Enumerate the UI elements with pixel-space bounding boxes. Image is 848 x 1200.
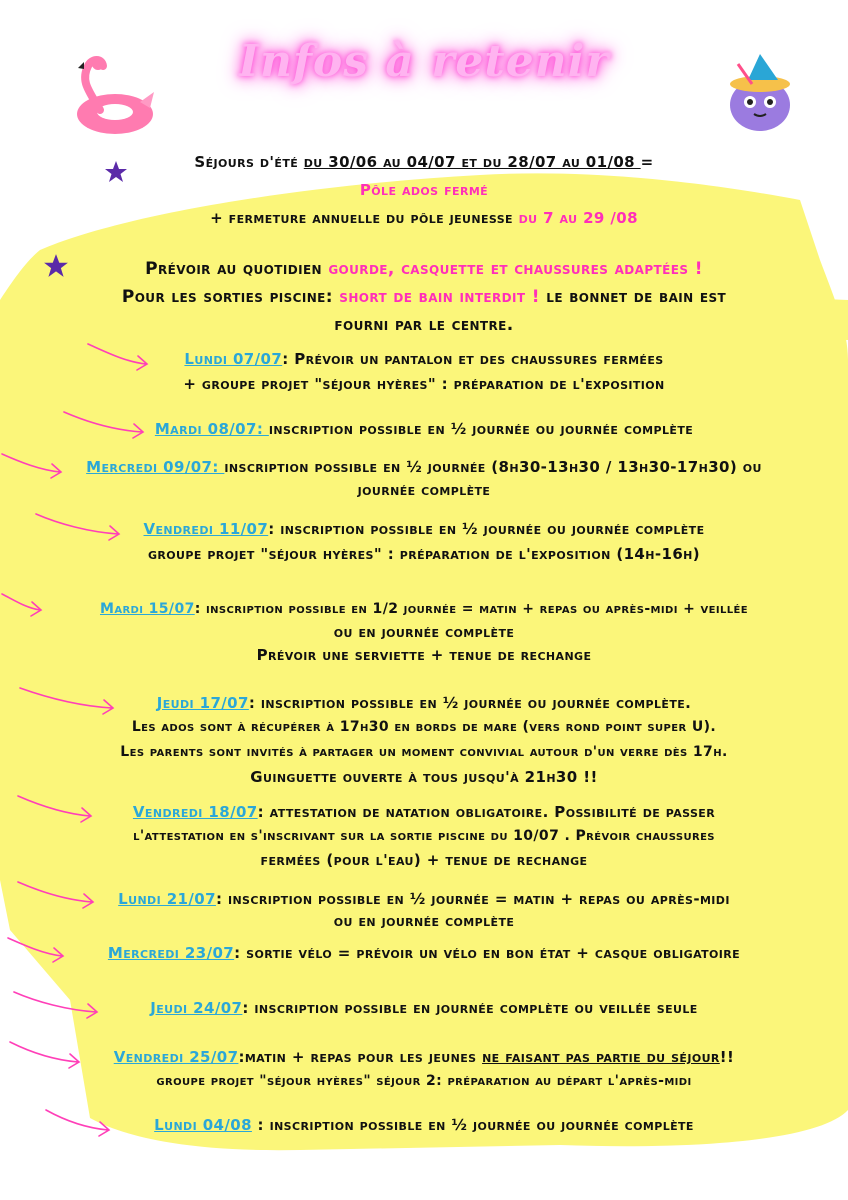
entry-date: Jeudi 24/07	[150, 999, 243, 1017]
entry-vendredi-18-07	[0, 801, 848, 823]
entry-lundi-07-07-line2: + groupe projet "séjour hyères" : préparation de l'exposition	[183, 375, 665, 393]
entry-date: Lundi 04/08	[154, 1116, 252, 1134]
entry-date: Vendredi 18/07	[132, 803, 258, 821]
arrow-icon	[16, 792, 96, 826]
entry-vendredi-18-07-line3: fermées (pour l'eau) + tenue de rechange	[260, 851, 588, 869]
daily-reminder-items: gourde, casquette et chaussures adaptées !	[328, 259, 703, 279]
entry-mardi-15-07-line3: Prévoir une serviette + tenue de rechange	[256, 646, 592, 664]
daily-reminder-line	[0, 256, 848, 283]
entry-text: : inscription possible en journée complète ou veillée seule	[242, 999, 698, 1017]
entry-text: : inscription possible en ½ journée = matin + repas ou après-midi	[215, 890, 730, 908]
entry-date: Jeudi 17/07	[156, 694, 249, 712]
arrow-icon	[12, 988, 102, 1022]
arrow-icon	[44, 1106, 114, 1140]
pool-reminder-line	[0, 284, 848, 311]
arrow-icon	[6, 934, 68, 968]
page-title: Infos à retenir	[238, 36, 610, 87]
entry-mercredi-09-07	[0, 456, 848, 478]
daily-reminder-label: Prévoir au quotidien	[145, 259, 329, 279]
arrow-icon	[34, 510, 124, 544]
entry-text: : attestation de natation obligatoire. Possibilité de passer	[257, 803, 716, 821]
entry-jeudi-24-07	[0, 997, 848, 1019]
entry-text: :matin + repas pour les jeunes	[238, 1048, 483, 1066]
entry-date: Mercredi 09/07:	[86, 458, 225, 476]
entry-date: Mercredi 23/07	[107, 944, 235, 962]
entry-vendredi-11-07	[0, 518, 848, 540]
pole-ados-closed: Pôle ados fermé	[359, 181, 489, 199]
swim-cap-provided: fourni par le centre.	[334, 315, 514, 335]
entry-jeudi-17-07-line3: Les parents sont invités à partager un moment convivial autour d'un verre dès 17h.	[120, 744, 728, 760]
entry-mardi-15-07-line2: ou en journée complète	[333, 623, 515, 641]
entry-text: : inscription possible en 1/2 journée = matin + repas ou après-midi + veillée	[194, 601, 749, 617]
entry-text: inscription possible en ½ journée (8h30-13h30 / 13h30-17h30) ou	[224, 458, 762, 476]
swim-cap-note: le bonnet de bain est	[539, 287, 727, 307]
entry-vendredi-18-07-line2: l'attestation en s'inscrivant sur la sortie piscine du 10/07 . Prévoir chaussures	[133, 828, 715, 844]
entry-date: Mardi 15/07	[99, 601, 195, 617]
entry-jeudi-17-07-line4: Guinguette ouverte à tous jusqu'à 21h30 !!	[250, 768, 598, 786]
entry-text: : inscription possible en ½ journée ou journée complète	[251, 1116, 694, 1134]
arrow-icon	[8, 1038, 84, 1072]
entry-text-underlined: ne faisant pas partie du séjour	[482, 1048, 720, 1066]
entry-text: : inscription possible en ½ journée ou journée complète	[268, 520, 705, 538]
entry-text: : Prévoir un pantalon et des chaussures fermées	[282, 350, 664, 368]
annual-closure-line	[0, 207, 848, 229]
entry-mercredi-23-07	[0, 942, 848, 964]
entry-date: Vendredi 25/07	[113, 1048, 239, 1066]
annual-closure-label: + fermeture annuelle du pôle jeunesse	[210, 209, 519, 227]
arrow-icon	[62, 408, 148, 442]
entry-text: : sortie vélo = prévoir un vélo en bon état + casque obligatoire	[234, 944, 741, 962]
entry-date: Vendredi 11/07	[143, 520, 269, 538]
entry-date: Lundi 07/07	[184, 350, 283, 368]
entry-lundi-21-07-line2: ou en journée complète	[333, 912, 515, 930]
arrow-icon	[0, 590, 46, 620]
swim-shorts-forbidden: short de bain interdit !	[339, 287, 540, 307]
arrow-icon	[16, 878, 98, 912]
annual-closure-dates: du 7 au 29 /08	[518, 209, 638, 227]
entry-date: Lundi 21/07	[118, 890, 216, 908]
equals-sign: =	[640, 153, 654, 171]
arrow-icon	[18, 684, 118, 718]
entry-lundi-04-08	[0, 1114, 848, 1136]
arrow-icon	[86, 340, 152, 374]
pool-reminder-label: Pour les sorties piscine:	[121, 287, 340, 307]
summer-stays-label: Séjours d'été	[194, 153, 304, 171]
summer-stays-dates: du 30/06 au 04/07 et du 28/07 au 01/08	[303, 153, 641, 171]
arrow-icon	[0, 450, 66, 484]
entry-vendredi-25-07-line2: groupe projet "séjour hyères" séjour 2: préparation au départ l'après-midi	[156, 1073, 692, 1089]
entry-mardi-15-07	[0, 598, 848, 620]
entry-date: Mardi 08/07:	[154, 420, 269, 438]
entry-text: inscription possible en ½ journée ou journée complète	[268, 420, 694, 438]
entry-jeudi-17-07	[0, 692, 848, 714]
entry-lundi-21-07	[0, 888, 848, 910]
entry-vendredi-11-07-line2: groupe projet "séjour hyères" : préparation de l'exposition (14h-16h)	[147, 545, 701, 563]
entry-text-end: !!	[719, 1048, 735, 1066]
summer-stays-line	[0, 151, 848, 173]
entry-jeudi-17-07-line2: Les ados sont à récupérer à 17h30 en bords de mare (vers rond point super U).	[131, 719, 717, 735]
entry-text: : inscription possible en ½ journée ou journée complète.	[248, 694, 692, 712]
entry-mercredi-09-07-line2: journée complète	[357, 481, 491, 499]
entry-vendredi-25-07	[0, 1046, 848, 1068]
